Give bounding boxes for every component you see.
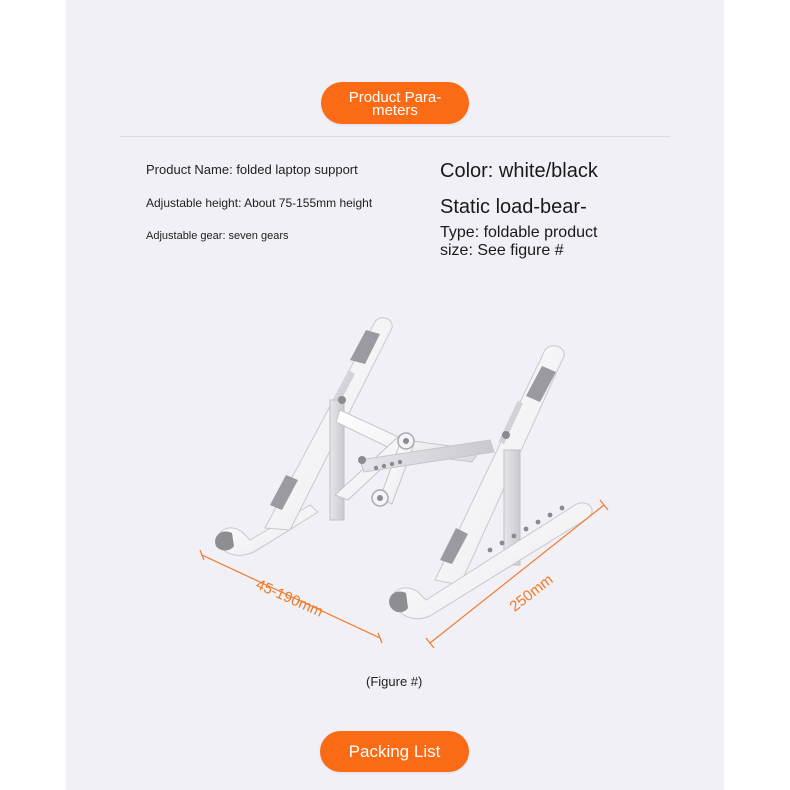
spec-product-name: Product Name: folded laptop support <box>146 162 358 177</box>
spec-type-size: Type: foldable product size: See figure # <box>440 224 598 259</box>
spec-adjustable-gear: Adjustable gear: seven gears <box>146 230 289 242</box>
depth-dimension <box>200 550 382 643</box>
product-parameters-label <box>340 91 450 117</box>
scissor-links <box>335 396 494 506</box>
spec-static-load: Static load-bear- <box>440 196 587 218</box>
section-divider <box>120 136 670 137</box>
product-parameters-badge <box>321 82 469 124</box>
product-parameters-label-line1: Product Para- <box>348 89 442 106</box>
product-parameters-label-line2: meters <box>372 102 418 119</box>
laptop-stand-figure <box>190 300 620 650</box>
figure-caption: (Figure #) <box>366 674 423 689</box>
left-base-arm <box>215 505 318 555</box>
spec-adjustable-height: Adjustable height: About 75-155mm height <box>146 196 373 210</box>
spec-color: Color: white/black <box>440 160 598 182</box>
width-dimension-label: 250mm <box>506 571 557 616</box>
packing-list-badge: Packing List <box>320 731 469 772</box>
right-base-arm <box>389 503 592 619</box>
right-support-panel <box>435 346 564 585</box>
depth-dimension-label: 45-190mm <box>253 575 326 621</box>
